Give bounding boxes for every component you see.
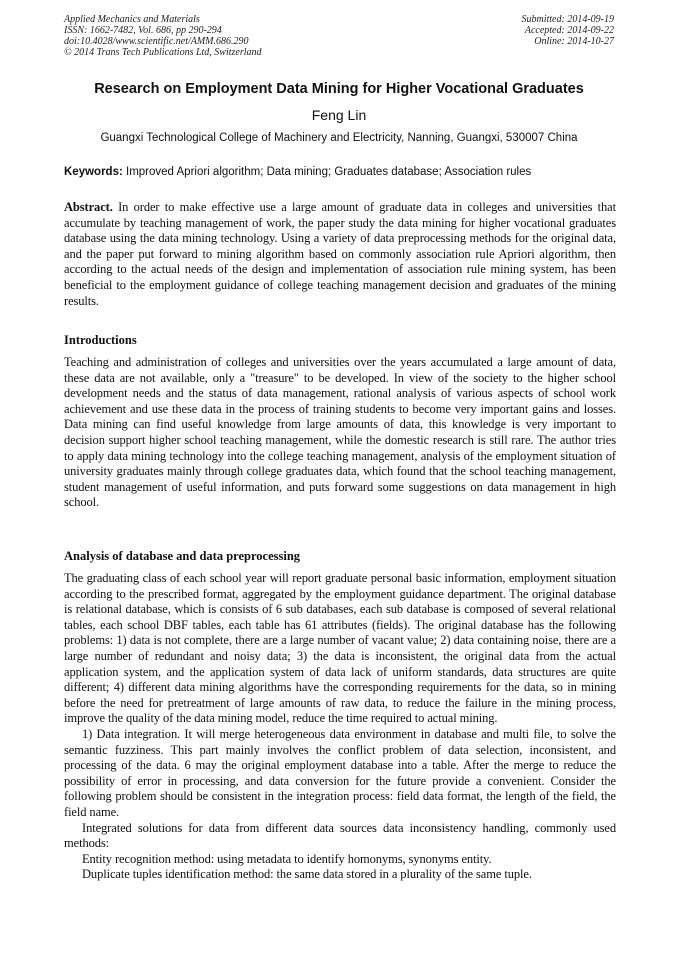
journal-header bbox=[64, 14, 262, 58]
accepted-date: Accepted: 2014-09-22 bbox=[524, 25, 614, 36]
paper-author: Feng Lin bbox=[311, 107, 367, 123]
section-heading-analysis: Analysis of database and data preprocessing bbox=[64, 549, 301, 563]
journal-copyright: © 2014 Trans Tech Publications Ltd, Switzerland bbox=[64, 47, 262, 58]
section-heading-introductions: Introductions bbox=[64, 333, 137, 347]
analysis-paragraph-1: The graduating class of each school year will report graduate personal basic information, employment situation according to the prescribed format, aggregated by the employment guidance department. The original database is relational database, which is consists of 6 sub databases, each sub database is composed of several relational tables, each school DBF tables, each table has 61 attributes (fields). The original database has the following problems: 1) data is not complete, there are a large number of vacant value; 2) data containing noise, there are a large number of redundant and noisy data; 3) the data is inconsistent, the original data from the actual application system, and the application system of data lack of uniform standards, data structures are quite different; 4) different data mining algorithms have the corresponding requirements for the data, so in mining before the need for pretreatment of large amounts of raw data, to reduce the failure in the mining process, improve the quality of the data mining model, reduce the time required to actual mining. bbox=[64, 571, 616, 726]
submitted-date: Submitted: 2014-09-19 bbox=[521, 14, 614, 25]
keywords-label: Keywords: bbox=[64, 166, 123, 178]
analysis-paragraph-4: Entity recognition method: using metadata to identify homonyms, synonyms entity. bbox=[82, 851, 492, 866]
analysis-paragraph-5: Duplicate tuples identification method: the same data stored in a plurality of the same tuple. bbox=[82, 867, 532, 882]
abstract-label: Abstract. bbox=[64, 200, 113, 214]
abstract bbox=[64, 200, 616, 309]
abstract-text: In order to make effective use a large amount of graduate data in colleges and universities that accumulate by teaching management of work, the paper study the data mining for higher vocational graduates database using the data mining technology. Using a variety of data preprocessing methods for the original data, and the paper put forward to mining algorithm based on commonly association rule Apriori algorithm, then according to the actual needs of the design and implementation of association rule mining system, has been beneficial to the employment guidance of college teaching management decision and graduates of the mining results. bbox=[64, 200, 616, 308]
journal-doi: doi:10.4028/www.scientific.net/AMM.686.290 bbox=[64, 36, 249, 47]
paper-title: Research on Employment Data Mining for Higher Vocational Graduates bbox=[94, 81, 584, 97]
introduction-section bbox=[64, 355, 616, 511]
analysis-section bbox=[64, 571, 616, 883]
introduction-paragraph: Teaching and administration of colleges and universities over the years accumulated a large amount of data, these data are not available, only a "treasure" to be developed. In view of the society to the higher school development needs and the status of data management, rational analysis of various aspects of school work achievement and use these data in the process of training students to become very important gains and losses. Data mining can find useful knowledge from large amounts of data, this knowledge is very important to decision support higher school teaching management, while the domestic research is still rare. The author tries to apply data mining technology into the college teaching management, analysis of the employment situation of university graduates mainly through college graduates data, which found that the school teaching management, student management of useful information, and puts forward some suggestions on data management in high school. bbox=[64, 355, 616, 510]
author-affiliation: Guangxi Technological College of Machinery and Electricity, Nanning, Guangxi, 530007 China bbox=[100, 132, 578, 144]
keywords-text: Improved Apriori algorithm; Data mining; Graduates database; Association rules bbox=[126, 166, 532, 178]
journal-name: Applied Mechanics and Materials bbox=[64, 14, 200, 25]
journal-issn: ISSN: 1662-7482, Vol. 686, pp 290-294 bbox=[64, 25, 222, 36]
publication-dates bbox=[522, 14, 615, 47]
online-date: Online: 2014-10-27 bbox=[534, 36, 614, 47]
analysis-paragraph-3: Integrated solutions for data from different data sources data inconsistency handling, commonly used methods: bbox=[64, 820, 616, 851]
analysis-paragraph-2: 1) Data integration. It will merge heterogeneous data environment in database and multi file, to solve the semantic fuzziness. This part mainly involves the conflict problem of data selection, inconsistent, and processing of the data. 6 may the original employment database into a table. After the merge to reduce the possibility of error in processing, and data conversion for the future provide a convenient. Consider the following problem should be consistent in the integration process: field data format, the length of the field, the field name. bbox=[64, 726, 616, 819]
keywords-line bbox=[64, 165, 616, 179]
